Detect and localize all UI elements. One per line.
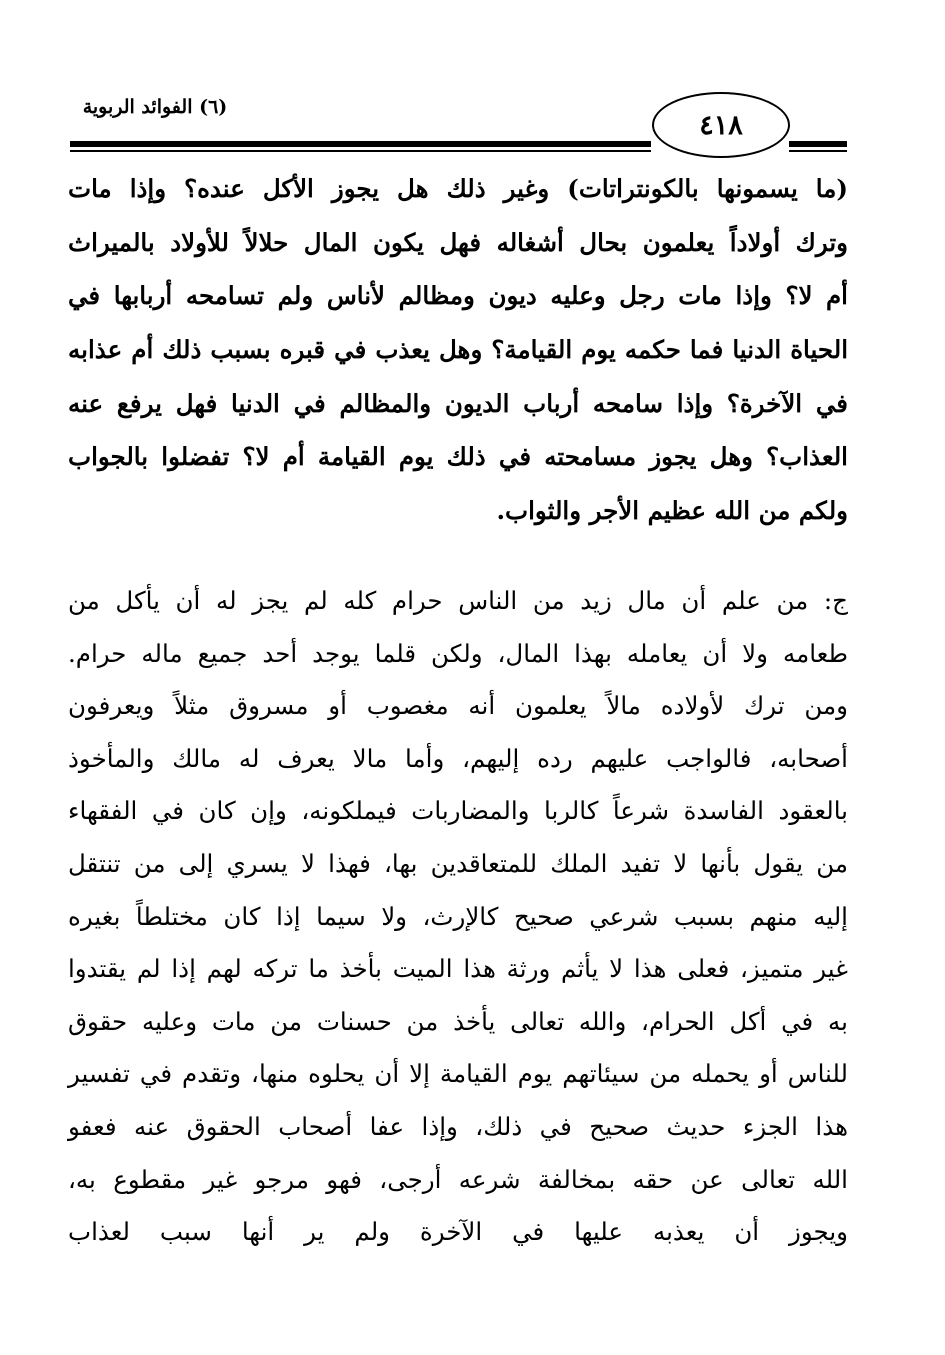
answer-line: ج: من علم أن مال زيد من الناس حرام كله لم يجز له أن يأكل من <box>68 586 848 615</box>
question-line: (ما يسمونها بالكونتراتات) وغير ذلك هل يجوز الأكل عنده؟ وإذا مات <box>68 174 848 203</box>
answer-line: به في أكل الحرام، والله تعالى يأخذ من حسنات من مات وعليه حقوق <box>68 1006 848 1036</box>
header-rule-right-thin <box>789 150 847 152</box>
answer-line: ويجوز أن يعذبه عليها في الآخرة ولم ير أنها سبب لعذاب <box>68 1217 848 1247</box>
question-block <box>68 162 848 538</box>
header-rule-thin <box>70 150 651 152</box>
running-title: (٦) الفوائد الربوية <box>82 96 228 118</box>
question-line: في الآخرة؟ وإذا سامحه أرباب الديون والمظالم في الدنيا فهل يرفع عنه <box>68 388 848 418</box>
question-line: وترك أولاداً يعلمون بحال أشغاله فهل يكون المال حلالاً للأولاد بالميراث <box>68 227 848 257</box>
answer-line: غير متميز، فعلى هذا لا يأثم ورثة هذا الميت بأخذ ما تركه لهم إذا لم يقتدوا <box>68 954 848 984</box>
header-rule-right-thick <box>789 141 847 147</box>
page-number: ٤١٨ <box>652 92 790 158</box>
answer-line: ومن ترك لأولاده مالاً يعلمون أنه مغصوب أو مسروق مثلاً ويعرفون <box>68 691 848 721</box>
answer-line: الله تعالى عن حقه بمخالفة شرعه أرجى، فهو مرجو غير مقطوع به، <box>68 1164 848 1194</box>
answer-line: للناس أو يحمله من سيئاتهم يوم القيامة إلا أن يحلوه منها، وتقدم في تفسير <box>68 1059 849 1089</box>
answer-line: أصحابه، فالواجب عليهم رده إليهم، وأما مالا يعرف له مالك والمأخوذ <box>68 743 848 773</box>
question-line: العذاب؟ وهل يجوز مسامحته في ذلك يوم القيامة أم لا؟ تفضلوا بالجواب <box>68 442 848 472</box>
question-line: أم لا؟ وإذا مات رجل وعليه ديون ومظالم لأناس ولم تسامحه أربابها في <box>68 281 848 311</box>
question-line: الحياة الدنيا فما حكمه يوم القيامة؟ وهل يعذب في قبره بسبب ذلك أم عذابه <box>68 335 848 365</box>
question-line: ولكم من الله عظيم الأجر والثواب. <box>496 496 848 526</box>
answer-line: هذا الجزء حديث صحيح في ذلك، وإذا عفا أصحاب الحقوق عنه فعفو <box>68 1111 848 1141</box>
header-rule-thick <box>70 141 651 147</box>
answer-line: إليه منهم بسبب شرعي صحيح كالإرث، ولا سيما إذا كان مختلطاً بغيره <box>68 901 848 931</box>
answer-line: طعامه ولا أن يعامله بهذا المال، ولكن قلما يوجد أحد جميع ماله حرام. <box>68 638 848 668</box>
answer-line: من يقول بأنها لا تفيد الملك للمتعاقدين بها، فهذا لا يسري إلى من تنتقل <box>68 848 848 878</box>
answer-block <box>68 575 848 1259</box>
page-header <box>0 0 945 160</box>
answer-line: بالعقود الفاسدة شرعاً كالربا والمضاربات فيملكونه، وإن كان في الفقهاء <box>68 796 848 826</box>
